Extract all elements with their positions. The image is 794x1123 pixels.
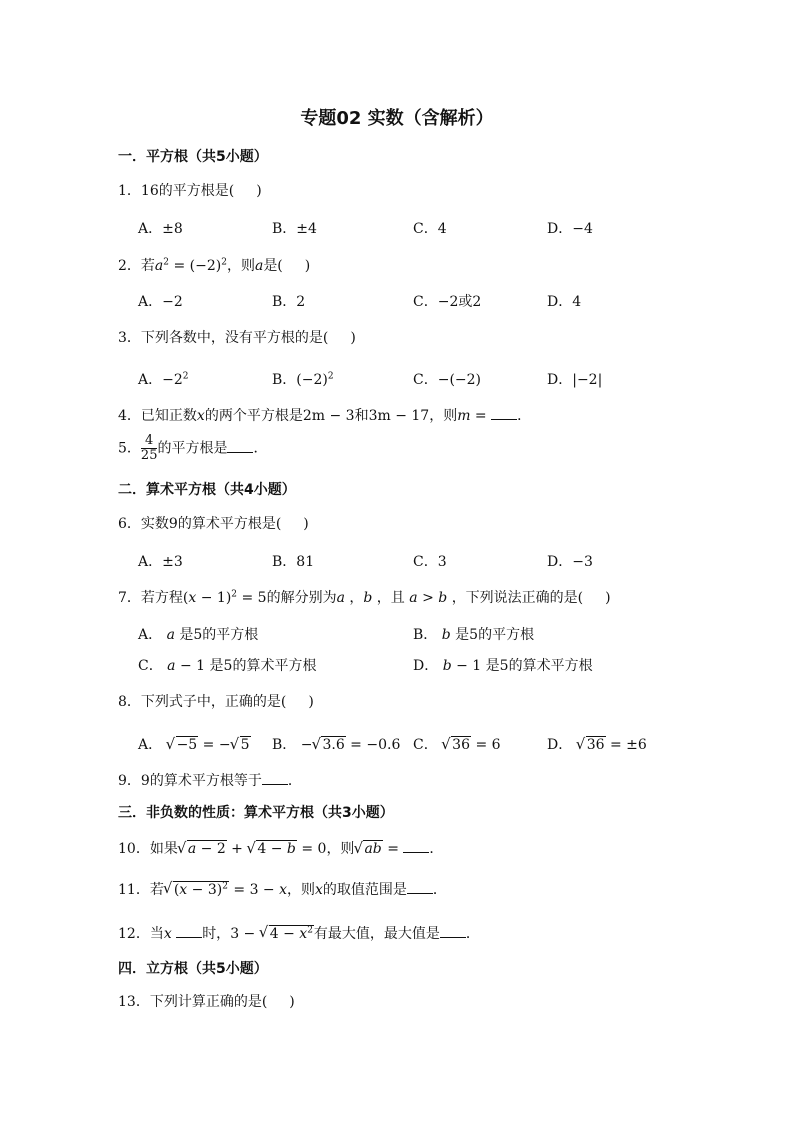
- option-b: B．2: [272, 294, 306, 310]
- question-12: 12．当x 时，3 − √ $4 - x^2$有最大值，最大值是 ．: [118, 923, 480, 943]
- question-8: 8．下列式子中，正确的是( ): [118, 694, 314, 710]
- option-c: C． √ 36 = 6: [413, 734, 501, 754]
- option-b: B．±4: [272, 221, 317, 237]
- question-10: 10．如果√ a − 2 + √ 4 − b = 0，则√ ab = ．: [118, 838, 443, 858]
- question-7: 7．若方程$(x - 1)^2 = 5$的解分别为a ，b ，且 a > b ，下列说法正确的是( ): [118, 589, 611, 606]
- answer-blank[interactable]: [227, 440, 253, 453]
- option-c: C．−(−2): [413, 372, 482, 388]
- option-a: A． √ −5 = −√ 5: [138, 734, 251, 754]
- answer-blank[interactable]: [491, 407, 517, 420]
- question-1: 1．16的平方根是( ): [118, 183, 262, 199]
- section-heading: 三．非负数的性质：算术平方根（共3小题）: [118, 805, 394, 821]
- option-b: B．$(-2)^2$: [272, 371, 334, 388]
- question-4: 4．已知正数x的两个平方根是2m − 3和3m − 17，则m = ．: [118, 408, 532, 424]
- option-b: B．81: [272, 554, 315, 570]
- page-title: 专题02 实数（含解析）: [300, 108, 494, 129]
- option-d: D． b − 1 是5的算术平方根: [413, 658, 593, 674]
- option-d: D．|−2|: [547, 372, 603, 388]
- answer-blank[interactable]: [262, 772, 288, 785]
- option-d: D．4: [547, 294, 582, 310]
- option-d: D． √ 36 = ±6: [547, 734, 647, 754]
- option-a: A．±8: [138, 221, 183, 237]
- answer-blank[interactable]: [440, 925, 466, 938]
- section-heading: 二．算术平方根（共4小题）: [118, 482, 296, 498]
- option-c: C．−2或2: [413, 294, 482, 310]
- option-d: D．−3: [547, 554, 593, 570]
- answer-blank[interactable]: [403, 840, 429, 853]
- option-d: D．−4: [547, 221, 593, 237]
- answer-blank[interactable]: [176, 925, 202, 938]
- option-b: B． b 是5的平方根: [413, 627, 535, 643]
- option-a: A．$-2^2$: [138, 371, 189, 388]
- question-5: 5． $\frac{4}{25}$ 的平方根是 ．: [118, 433, 268, 463]
- option-a: A．−2: [138, 294, 183, 310]
- question-13: 13．下列计算正确的是( ): [118, 994, 295, 1010]
- option-c: C． a − 1 是5的算术平方根: [138, 658, 317, 674]
- option-a: A．±3: [138, 554, 183, 570]
- answer-blank[interactable]: [407, 881, 433, 894]
- option-a: A． a 是5的平方根: [138, 627, 259, 643]
- option-c: C．3: [413, 554, 447, 570]
- section-heading: 四．立方根（共5小题）: [118, 961, 268, 977]
- option-c: C．4: [413, 221, 447, 237]
- section-heading: 一．平方根（共5小题）: [118, 149, 268, 165]
- question-2: 2．若$a^2 = (-2)^2$，则a是( ): [118, 257, 311, 274]
- fraction: $\frac{4}{25}$: [140, 433, 158, 463]
- question-6: 6．实数9的算术平方根是( ): [118, 516, 309, 532]
- option-b: B． −√ 3.6 = −0.6: [272, 734, 400, 754]
- question-3: 3．下列各数中，没有平方根的是( ): [118, 330, 356, 346]
- question-9: 9．9的算术平方根等于 ．: [118, 773, 302, 789]
- question-11: 11．若√ $(x - 3)^2 = 3 - x$，则x的取值范围是 ．: [118, 879, 447, 899]
